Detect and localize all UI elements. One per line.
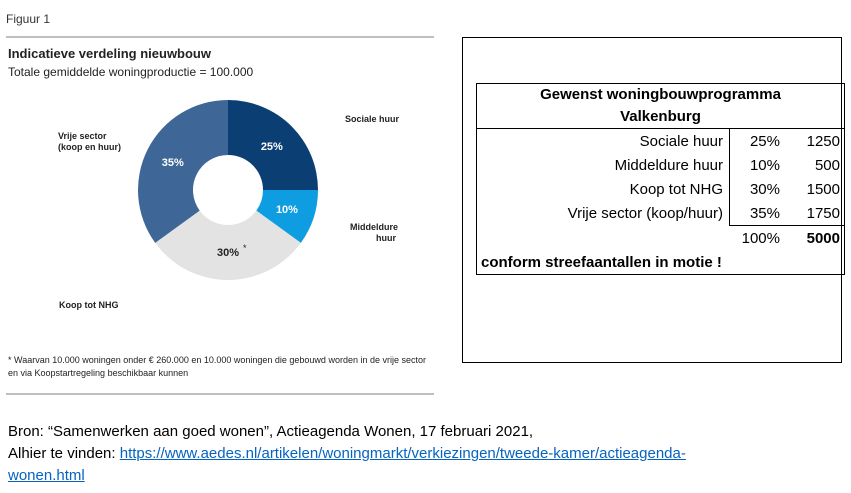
footnote-marker: *	[8, 355, 12, 365]
label-middeldure-huur	[350, 222, 399, 244]
cell-total-empty	[477, 226, 730, 251]
cell-category: Koop tot NHG	[477, 177, 730, 201]
table-note-row	[477, 250, 845, 275]
source-citation	[8, 421, 848, 487]
woningbouw-table	[476, 83, 845, 275]
cell-percentage: 10%	[730, 153, 787, 177]
table-note: conform streefaantallen in motie !	[477, 250, 845, 275]
cell-total-percentage: 100%	[730, 226, 787, 251]
cell-category: Sociale huur	[477, 129, 730, 154]
source-link-line-2	[8, 465, 848, 487]
label-vrije-sector	[58, 131, 121, 153]
source-link-prefix: Alhier te vinden:	[8, 445, 120, 462]
chart-title: Indicatieve verdeling nieuwbouw	[8, 46, 211, 61]
figure-bottom-rule	[6, 393, 434, 395]
source-link-line	[8, 443, 848, 465]
cell-count: 1250	[786, 129, 845, 154]
source-link[interactable]: https://www.aedes.nl/artikelen/woningmarkt/verkiezingen/tweede-kamer/actieagenda-	[119, 445, 686, 462]
label-sociale-huur: Sociale huur	[345, 114, 400, 124]
cell-count: 1500	[786, 177, 845, 201]
table-title-line1: Gewenst woningbouwprogramma	[540, 86, 781, 103]
label-middeldure-line2: huur	[376, 233, 396, 243]
figure-panel	[0, 0, 440, 400]
chart-subtitle: Totale gemiddelde woningproductie = 100.000	[8, 65, 254, 79]
donut-chart	[0, 0, 440, 400]
source-line: Bron: “Samenwerken aan goed wonen”, Actieagenda Wonen, 17 februari 2021,	[8, 423, 534, 440]
table-row	[477, 201, 845, 226]
table-total-row	[477, 226, 845, 251]
figure-footnote	[8, 354, 428, 380]
table-row	[477, 129, 845, 154]
label-koop-tot-nhg: Koop tot NHG	[59, 300, 119, 310]
slice-value-label: 35%	[161, 156, 184, 169]
label-vrije-line1: Vrije sector	[58, 131, 107, 141]
table-row	[477, 177, 845, 201]
label-middeldure-line1: Middeldure	[350, 222, 399, 232]
label-vrije-line2: (koop en huur)	[58, 142, 121, 152]
cell-category: Vrije sector (koop/huur)	[477, 201, 730, 226]
figure-label: Figuur 1	[6, 12, 51, 26]
table-row	[477, 153, 845, 177]
table-title	[477, 84, 845, 129]
cell-category: Middeldure huur	[477, 153, 730, 177]
table-title-row	[477, 84, 845, 129]
table-title-line2: Valkenburg	[620, 108, 701, 125]
donut-slice-vrije-sector-koop-en-huur	[138, 100, 228, 243]
cell-percentage: 35%	[730, 201, 787, 226]
cell-percentage: 30%	[730, 177, 787, 201]
slice-value-label: 25%	[260, 141, 283, 154]
source-link-continued[interactable]: wonen.html	[8, 467, 85, 484]
footnote-text: Waarvan 10.000 woningen onder € 260.000 en 10.000 woningen die gebouwd worden in de vrije sector en via Koopstartregeling beschikbaar kunnen	[8, 355, 426, 378]
slice-footnote-marker: *	[243, 243, 247, 253]
slice-value-label: 10%	[275, 204, 298, 217]
cell-count: 500	[786, 153, 845, 177]
slice-value-label: 30%	[216, 247, 240, 259]
cell-total-count: 5000	[786, 226, 845, 251]
cell-count: 1750	[786, 201, 845, 226]
cell-percentage: 25%	[730, 129, 787, 154]
